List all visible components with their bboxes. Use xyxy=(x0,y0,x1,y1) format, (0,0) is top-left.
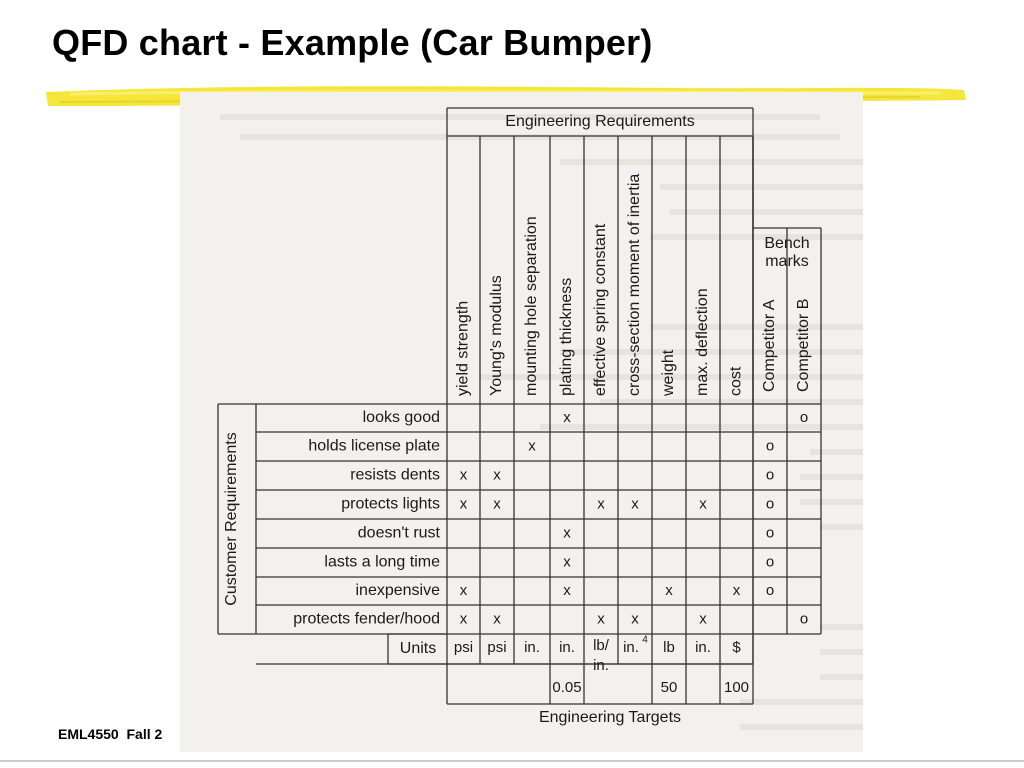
customer-requirement-label: looks good xyxy=(362,409,440,427)
benchmark-mark: o xyxy=(765,437,775,455)
relationship-mark: x xyxy=(631,610,639,628)
qfd-chart xyxy=(180,92,863,752)
engineering-requirement-label: plating thickness xyxy=(558,277,576,396)
benchmark-mark: o xyxy=(765,553,775,571)
benchmarks-label-line2: marks xyxy=(765,253,809,271)
footer-course-label: EML4550 Fall 2 xyxy=(58,726,163,742)
relationship-mark: x xyxy=(459,466,468,484)
relationship-mark: x xyxy=(563,524,571,542)
engineering-requirement-label: yield strength xyxy=(454,300,472,396)
customer-requirement-label: inexpensive xyxy=(355,582,440,600)
customer-requirement-label: doesn't rust xyxy=(357,524,440,542)
customer-requirements-label: Customer Requirements xyxy=(223,432,241,606)
engineering-target-value: 0.05 xyxy=(552,678,582,696)
unit-label: lb xyxy=(663,638,675,656)
relationship-mark: x xyxy=(563,408,571,426)
engineering-requirement-label: cross-section moment of inertia xyxy=(626,173,644,396)
customer-requirement-label: resists dents xyxy=(350,466,440,484)
relationship-mark: x xyxy=(459,581,468,599)
unit-label: in. xyxy=(593,656,609,674)
footer-divider xyxy=(0,760,1024,762)
relationship-mark: x xyxy=(563,553,571,571)
benchmark-mark: o xyxy=(765,466,775,484)
qfd-scan xyxy=(180,92,863,752)
customer-requirement-label: lasts a long time xyxy=(324,553,440,571)
unit-label: in. xyxy=(524,638,540,656)
engineering-requirement-label: mounting hole separation xyxy=(523,216,541,396)
customer-requirement-label: protects fender/hood xyxy=(293,610,440,628)
relationship-mark: x xyxy=(631,495,639,513)
engineering-requirements-header: Engineering Requirements xyxy=(505,113,695,131)
benchmark-mark: o xyxy=(765,495,775,513)
engineering-requirement-label: max. deflection xyxy=(694,288,712,396)
unit-label: lb/ xyxy=(593,636,609,654)
unit-label: in. xyxy=(623,638,639,656)
competitor-label: Competitor B xyxy=(795,298,813,392)
relationship-mark: x xyxy=(597,610,605,628)
relationship-mark: x xyxy=(563,581,571,599)
unit-exponent: 4 xyxy=(642,634,648,646)
customer-requirement-label: protects lights xyxy=(341,495,440,513)
engineering-requirement-label: Young's modulus xyxy=(488,275,506,396)
unit-label: in. xyxy=(695,638,711,656)
relationship-mark: x xyxy=(528,437,536,455)
unit-label: psi xyxy=(453,638,474,656)
benchmarks-label-line1: Bench xyxy=(764,235,810,253)
relationship-mark: x xyxy=(493,610,501,628)
competitor-label: Competitor A xyxy=(761,299,779,392)
benchmark-mark: o xyxy=(765,524,775,542)
units-label: Units xyxy=(399,640,437,658)
customer-requirement-label: holds license plate xyxy=(308,437,440,455)
relationship-mark: x xyxy=(699,610,707,628)
relationship-mark: x xyxy=(459,495,468,513)
unit-label: $ xyxy=(732,638,741,656)
engineering-requirement-label: weight xyxy=(660,349,678,396)
unit-label: in. xyxy=(559,638,575,656)
engineering-targets-label: Engineering Targets xyxy=(538,709,682,727)
relationship-mark: x xyxy=(597,495,605,513)
relationship-mark: x xyxy=(699,495,707,513)
engineering-requirement-label: cost xyxy=(727,366,745,396)
benchmark-mark: o xyxy=(799,408,809,426)
relationship-mark: x xyxy=(665,581,673,599)
slide-title: QFD chart - Example (Car Bumper) xyxy=(52,22,653,63)
relationship-mark: x xyxy=(732,581,741,599)
benchmark-mark: o xyxy=(799,610,809,628)
relationship-mark: x xyxy=(459,610,468,628)
engineering-requirement-label: effective spring constant xyxy=(592,223,610,396)
benchmark-mark: o xyxy=(765,581,775,599)
relationship-mark: x xyxy=(493,495,501,513)
engineering-target-value: 50 xyxy=(660,678,678,696)
relationship-mark: x xyxy=(493,466,501,484)
unit-label: psi xyxy=(487,638,507,656)
engineering-target-value: 100 xyxy=(723,678,750,696)
